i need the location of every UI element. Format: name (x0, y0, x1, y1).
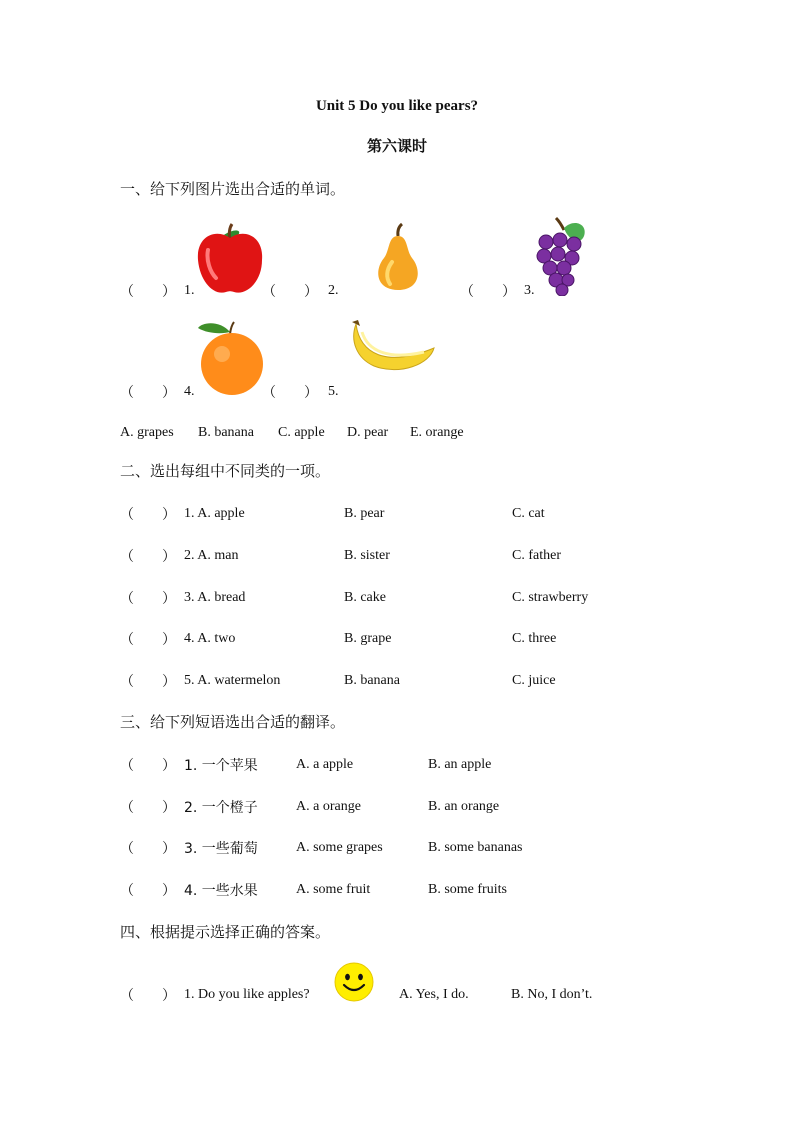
phrase-option-a: A. some grapes (296, 840, 383, 855)
answer-paren: （ ） (120, 633, 176, 648)
question-text: 1. Do you like apples? (184, 987, 310, 1002)
answer-option-b: B. No, I don’t. (511, 987, 593, 1002)
answer-paren-3: （ ） (460, 285, 516, 300)
item-number-5: 5. (328, 384, 339, 399)
row-option-a: 4. A. two (184, 631, 236, 646)
phrase-question: 4. 一些水果 (184, 883, 258, 899)
answer-paren: （ ） (120, 592, 176, 607)
banana-icon (346, 318, 438, 374)
answer-option-a: A. Yes, I do. (399, 987, 469, 1002)
row-option-c: C. juice (512, 673, 556, 688)
answer-paren: （ ） (120, 550, 176, 565)
row-option-a: 2. A. man (184, 548, 239, 563)
phrase-option-a: A. some fruit (296, 882, 371, 897)
row-option-a: 5. A. watermelon (184, 673, 281, 688)
option-b: B. banana (198, 425, 254, 440)
row-option-b: B. grape (344, 631, 392, 646)
answer-paren: （ ） (120, 989, 176, 1004)
item-number-3: 3. (524, 283, 535, 298)
row-option-c: C. father (512, 548, 561, 563)
answer-paren: （ ） (120, 675, 176, 690)
row-option-b: B. banana (344, 673, 400, 688)
phrase-option-b: B. an apple (428, 757, 492, 772)
phrase-option-a: A. a orange (296, 799, 361, 814)
item-number-1: 1. (184, 283, 195, 298)
phrase-option-b: B. some bananas (428, 840, 523, 855)
option-d: D. pear (347, 425, 389, 440)
section1-heading: 一、给下列图片选出合适的单词。 (120, 180, 346, 198)
answer-paren: （ ） (120, 759, 176, 774)
phrase-question: 3. 一些葡萄 (184, 841, 258, 857)
section3-heading: 三、给下列短语选出合适的翻译。 (120, 713, 346, 731)
row-option-b: B. sister (344, 548, 390, 563)
phrase-question: 2. 一个橙子 (184, 800, 258, 816)
answer-paren-1: （ ） (120, 285, 176, 300)
section2-heading: 二、选出每组中不同类的一项。 (120, 462, 331, 480)
phrase-option-a: A. a apple (296, 757, 354, 772)
answer-paren: （ ） (120, 884, 176, 899)
apple-icon (194, 216, 266, 296)
smiley-face-icon (334, 962, 374, 1002)
row-option-c: C. cat (512, 506, 545, 521)
orange-icon (196, 318, 266, 396)
row-option-c: C. three (512, 631, 557, 646)
answer-paren-4: （ ） (120, 386, 176, 401)
answer-paren-2: （ ） (262, 285, 318, 300)
phrase-option-b: B. some fruits (428, 882, 507, 897)
page-subtitle: 第六课时 (366, 137, 427, 155)
pear-icon (370, 222, 426, 292)
option-c: C. apple (278, 425, 325, 440)
item-number-4: 4. (184, 384, 195, 399)
answer-paren: （ ） (120, 801, 176, 816)
item-number-2: 2. (328, 283, 339, 298)
grapes-icon (534, 216, 588, 296)
phrase-option-b: B. an orange (428, 799, 500, 814)
section4-heading: 四、根据提示选择正确的答案。 (120, 923, 331, 941)
row-option-c: C. strawberry (512, 590, 589, 605)
row-option-a: 3. A. bread (184, 590, 246, 605)
answer-paren-5: （ ） (262, 386, 318, 401)
answer-paren: （ ） (120, 842, 176, 857)
answer-paren: （ ） (120, 508, 176, 523)
row-option-a: 1. A. apple (184, 506, 245, 521)
page-title: Unit 5 Do you like pears? (315, 98, 479, 114)
option-e: E. orange (410, 425, 464, 440)
option-a: A. grapes (120, 425, 174, 440)
row-option-b: B. cake (344, 590, 386, 605)
row-option-b: B. pear (344, 506, 385, 521)
phrase-question: 1. 一个苹果 (184, 758, 258, 774)
